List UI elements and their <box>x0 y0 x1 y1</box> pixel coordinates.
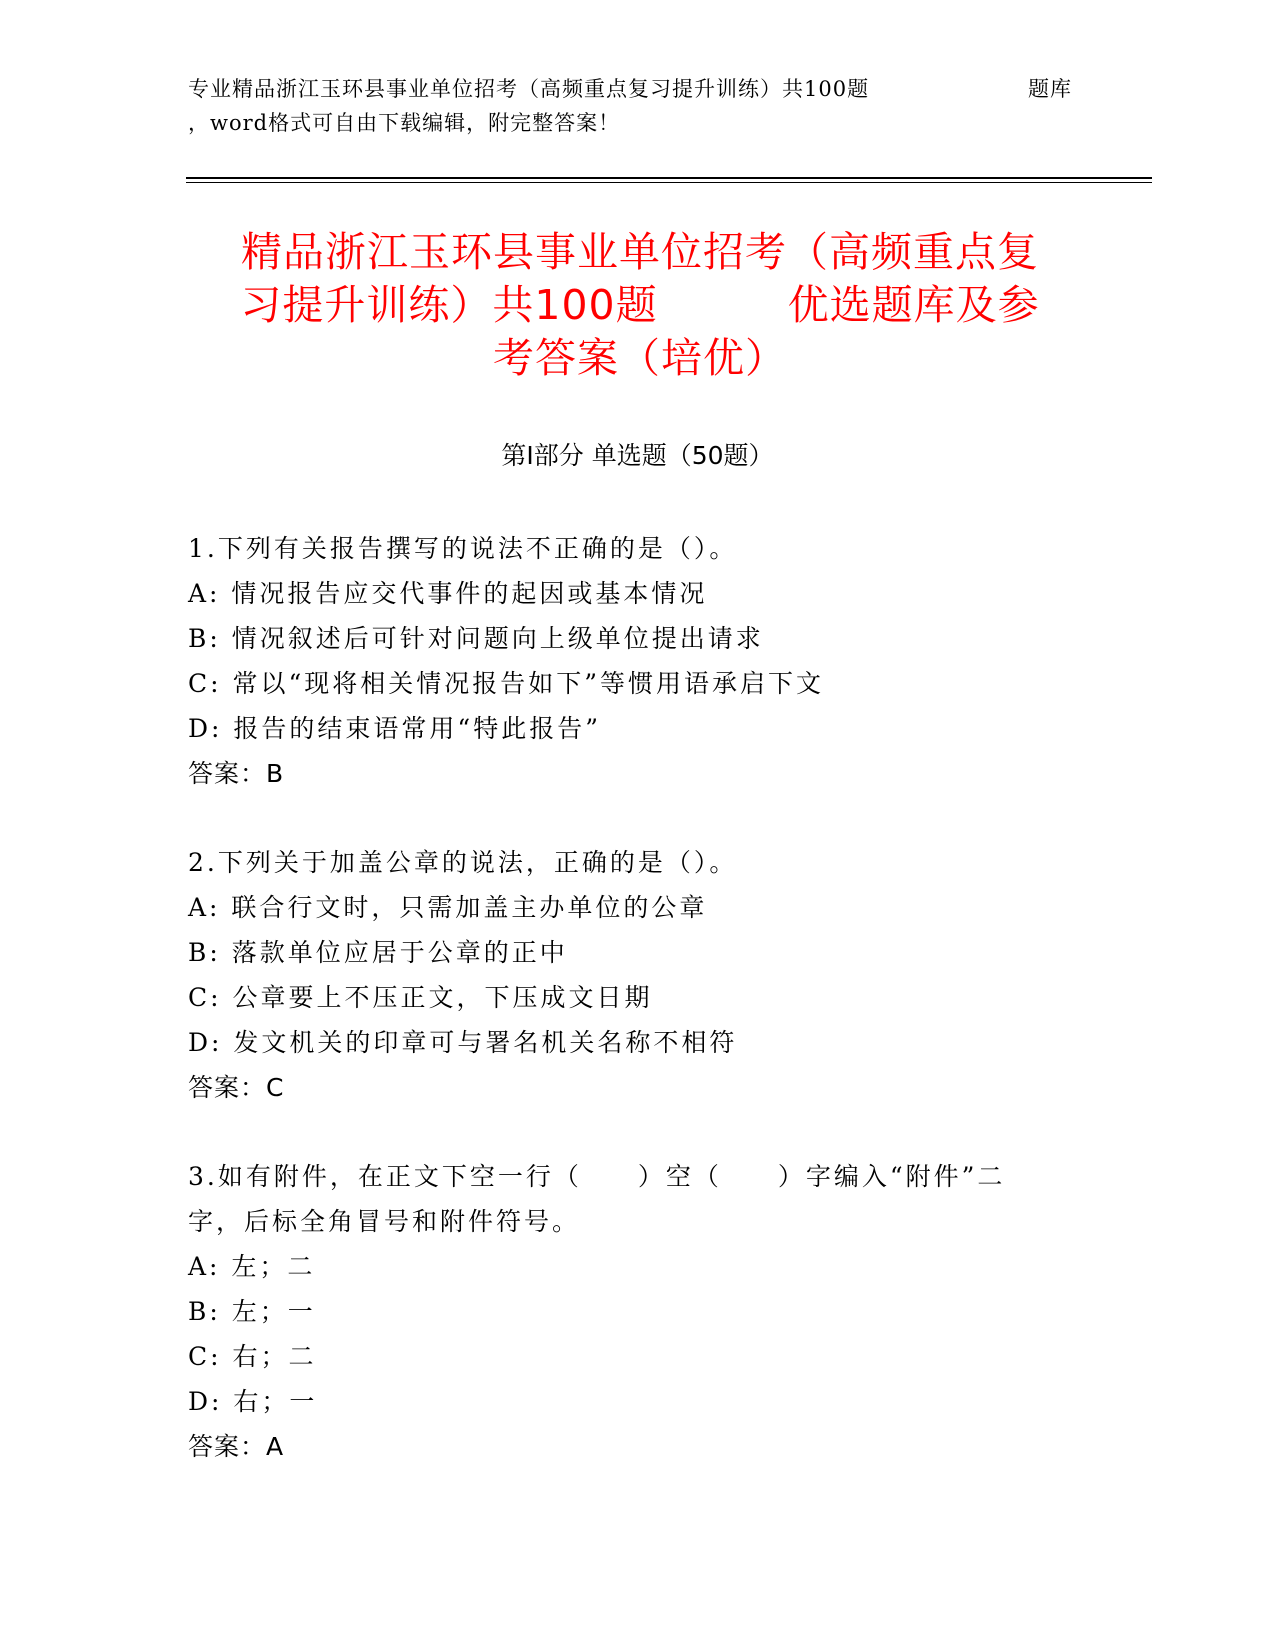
option-d: D: 右；一 <box>188 1387 318 1416</box>
title-line-1: 精品浙江玉环县事业单位招考（高频重点复 <box>241 228 1039 276</box>
option-b: B: 落款单位应居于公章的正中 <box>188 938 568 967</box>
title-line-2 <box>170 279 1110 332</box>
option-c: C: 常以“现将相关情况报告如下”等惯用语承启下文 <box>188 669 825 698</box>
answer: 答案：A <box>188 1432 285 1461</box>
option-d: D: 报告的结束语常用“特此报告” <box>188 714 601 743</box>
question-list <box>188 526 1088 1513</box>
answer: 答案：C <box>188 1073 285 1102</box>
title-line-3: 考答案（培优） <box>493 334 787 382</box>
header-line-1 <box>188 72 1148 106</box>
title-line-2-part-a: 习提升训练）共100题 <box>240 281 658 329</box>
document-title <box>170 226 1110 385</box>
header-divider-thick <box>186 177 1152 179</box>
header-divider-thin <box>186 182 1152 183</box>
page-header <box>188 72 1148 140</box>
question-stem: 2.下列关于加盖公章的说法，正确的是（）。 <box>188 848 738 877</box>
question-stem: 3.如有附件，在正文下空一行（ ）空（ ）字编入“附件”二字，后标全角冒号和附件符号。 <box>188 1162 1006 1236</box>
header-text: 专业精品浙江玉环县事业单位招考（高频重点复习提升训练）共100题 <box>188 77 870 101</box>
section-title: 第I部分 单选题（50题） <box>501 441 774 470</box>
option-a: A: 左；二 <box>188 1252 316 1281</box>
option-d: D: 发文机关的印章可与署名机关名称不相符 <box>188 1028 738 1057</box>
header-tail: 题库 <box>1028 77 1072 101</box>
option-c: C: 公章要上不压正文，下压成文日期 <box>188 983 653 1012</box>
option-b: B: 左；一 <box>188 1297 316 1326</box>
question-stem: 1.下列有关报告撰写的说法不正确的是（）。 <box>188 534 738 563</box>
option-b: B: 情况叙述后可针对问题向上级单位提出请求 <box>188 624 764 653</box>
header-line-2: ，word格式可自由下载编辑，附完整答案！ <box>188 111 621 135</box>
question-1 <box>188 526 1088 796</box>
answer: 答案：B <box>188 759 285 788</box>
question-3 <box>188 1154 1088 1469</box>
question-2 <box>188 840 1088 1110</box>
option-c: C: 右；二 <box>188 1342 317 1371</box>
option-a: A: 联合行文时，只需加盖主办单位的公章 <box>188 893 708 922</box>
title-line-2-part-b: 优选题库及参 <box>787 281 1040 329</box>
option-a: A: 情况报告应交代事件的起因或基本情况 <box>188 579 708 608</box>
